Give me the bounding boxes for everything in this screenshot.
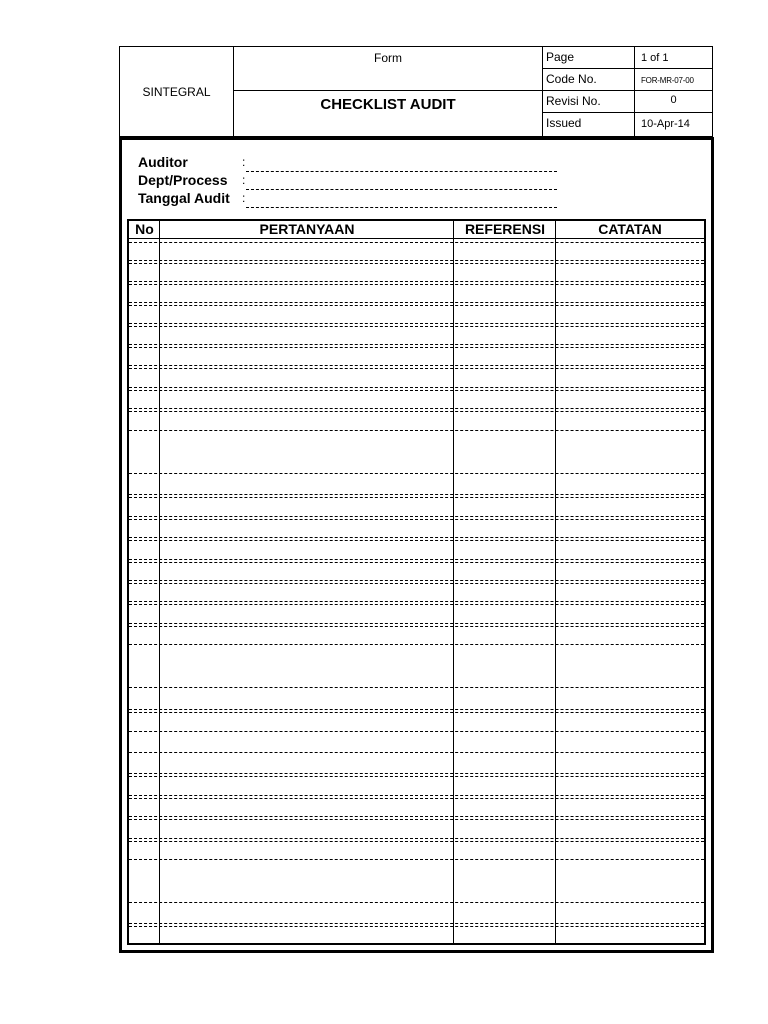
tanggal-audit-field[interactable] <box>246 207 557 208</box>
column-divider <box>555 221 556 943</box>
column-header-pertanyaan: PERTANYAAN <box>259 221 355 237</box>
row-separator <box>129 626 704 627</box>
row-separator <box>129 284 704 285</box>
row-separator <box>129 604 704 605</box>
dept-process-field[interactable] <box>246 189 557 190</box>
row-separator <box>129 540 704 541</box>
row-separator <box>129 365 704 366</box>
form-label: Form <box>234 47 543 91</box>
form-header <box>119 46 713 137</box>
column-header-referensi: REFERENSI <box>464 221 546 237</box>
code-no-label: Code No. <box>543 69 635 91</box>
row-separator <box>129 601 704 602</box>
checklist-table <box>127 219 706 945</box>
page-value: 1 of 1 <box>635 47 712 69</box>
row-separator <box>129 387 704 388</box>
column-divider <box>159 221 160 943</box>
row-separator <box>129 260 704 261</box>
row-separator <box>129 773 704 774</box>
row-separator <box>129 644 704 645</box>
row-separator <box>129 390 704 391</box>
row-separator <box>129 305 704 306</box>
row-separator <box>129 430 704 431</box>
row-separator <box>129 519 704 520</box>
issued-value: 10-Apr-14 <box>641 118 690 130</box>
tanggal-audit-colon: : <box>242 191 246 205</box>
revisi-no-value: 0 <box>635 91 712 113</box>
row-separator <box>129 494 704 495</box>
row-separator <box>129 368 704 369</box>
row-separator <box>129 623 704 624</box>
auditor-colon: : <box>242 155 246 169</box>
dept-process-colon: : <box>242 173 246 187</box>
row-separator <box>129 263 704 264</box>
row-separator <box>129 562 704 563</box>
row-separator <box>129 323 704 324</box>
row-separator <box>129 559 704 560</box>
row-separator <box>129 516 704 517</box>
row-separator <box>129 242 704 243</box>
row-separator <box>129 731 704 732</box>
row-separator <box>129 497 704 498</box>
header-divider <box>129 238 704 239</box>
company-name: SINTEGRAL <box>120 47 234 136</box>
dept-process-label: Dept/Process <box>138 172 228 188</box>
row-separator <box>129 712 704 713</box>
row-separator <box>129 302 704 303</box>
revisi-no-label: Revisi No. <box>543 91 635 113</box>
page-label: Page <box>543 47 635 69</box>
row-separator <box>129 473 704 474</box>
row-separator <box>129 902 704 903</box>
row-separator <box>129 580 704 581</box>
tanggal-audit-label: Tanggal Audit <box>138 190 230 206</box>
row-separator <box>129 411 704 412</box>
column-header-catatan: CATATAN <box>598 221 662 237</box>
row-separator <box>129 326 704 327</box>
row-separator <box>129 795 704 796</box>
row-separator <box>129 709 704 710</box>
row-separator <box>129 347 704 348</box>
row-separator <box>129 816 704 817</box>
row-separator <box>129 583 704 584</box>
row-separator <box>129 776 704 777</box>
row-separator <box>129 537 704 538</box>
column-divider <box>453 221 454 943</box>
row-separator <box>129 923 704 924</box>
row-separator <box>129 344 704 345</box>
row-separator <box>129 841 704 842</box>
row-separator <box>129 926 704 927</box>
auditor-field[interactable] <box>246 171 557 172</box>
row-separator <box>129 408 704 409</box>
row-separator <box>129 687 704 688</box>
checklist-body <box>119 137 714 953</box>
row-separator <box>129 859 704 860</box>
code-no-value: FOR-MR-07-00 <box>635 69 712 91</box>
auditor-label: Auditor <box>138 154 188 170</box>
row-separator <box>129 752 704 753</box>
row-separator <box>129 838 704 839</box>
column-header-no: No <box>135 221 154 237</box>
row-separator <box>129 819 704 820</box>
row-separator <box>129 281 704 282</box>
row-separator <box>129 798 704 799</box>
issued-label: Issued <box>543 113 635 136</box>
form-title: CHECKLIST AUDIT <box>234 91 543 136</box>
